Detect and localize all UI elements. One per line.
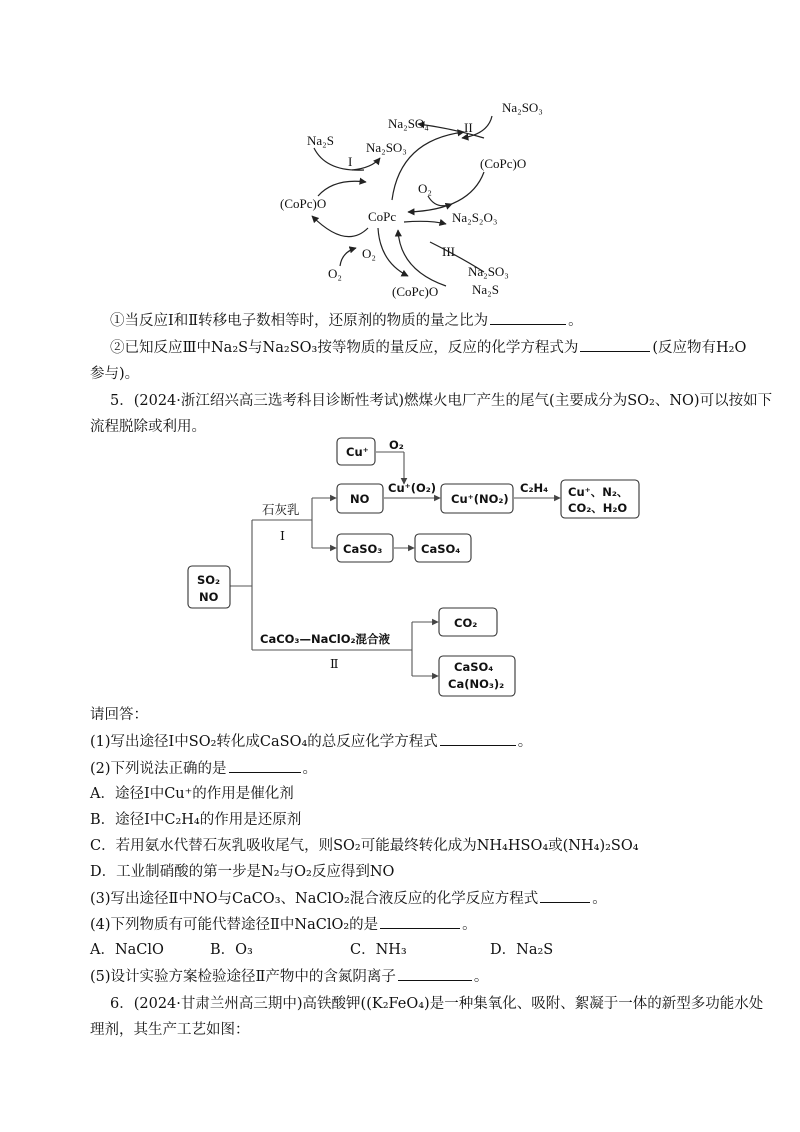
box-no-label: NO [350, 492, 370, 506]
arrow-na2so3-out [352, 158, 380, 170]
flow-mix-liquid-label: CaCO₃—NaClO₂混合液 [260, 632, 391, 646]
q5-part5: (5)设计实验方案检验途径Ⅱ产物中的含氮阴离子 。 [90, 966, 730, 987]
q5-part4-option-d: D．Na₂S [490, 942, 554, 958]
label-copc: CoPc [368, 209, 397, 224]
answer-blank[interactable] [229, 758, 301, 773]
q5-option-b: B．途径Ⅰ中C₂H₄的作用是还原剂 [90, 812, 302, 828]
q5-stem-line2: 流程脱除或利用。 [90, 419, 206, 435]
q5-part1: (1)写出途径Ⅰ中SO₂转化成CaSO₄的总反应化学方程式 。 [90, 731, 730, 752]
q6-stem-line1: 6．(2024·甘肃兰州高三期中)高铁酸钾((K₂FeO₄)是一种集氧化、吸附、絮凝于一体的新型多功能水处 [110, 996, 764, 1012]
label-na2so3-bottom: Na₂SO₃ [468, 264, 509, 279]
label-na2so4: Na₂SO₄ [388, 116, 429, 131]
box-products-line2: CO₂、H₂O [568, 501, 628, 515]
arrow-na2s-in [314, 148, 364, 170]
answer-blank[interactable] [540, 888, 590, 903]
q5-part4-option-b: B．O₃ [210, 942, 253, 958]
label-na2s2o3: Na₂S₂O₃ [452, 210, 498, 225]
flow-o2-label: O₂ [389, 438, 404, 452]
process-flow-chart [180, 436, 660, 700]
label-route-1: I [348, 154, 353, 169]
q4-sub2: ②已知反应Ⅲ中Na₂S与Na₂SO₃按等物质的量反应，反应的化学方程式为 (反应物有H₂O [110, 337, 750, 358]
answer-blank[interactable] [398, 966, 472, 981]
catalytic-cycle-diagram [270, 92, 570, 304]
label-na2s-bottom: Na₂S [472, 282, 499, 297]
box-no-start-label: NO [199, 590, 219, 604]
box-cu-plus-label: Cu⁺ [346, 445, 369, 459]
flow-lime-milk-label: 石灰乳 [262, 502, 300, 517]
box-products-line1: Cu⁺、N₂、 [568, 485, 629, 499]
label-route-3: III [442, 244, 455, 259]
box-caso4-label: CaSO₄ [421, 542, 461, 556]
flow-cu-o2-label: Cu⁺(O₂) [388, 481, 437, 495]
q5-part4: (4)下列物质有可能代替途径Ⅱ中NaClO₂的是 。 [90, 914, 730, 935]
q5-option-a: A．途径Ⅰ中Cu⁺的作用是催化剂 [90, 786, 294, 802]
answer-blank[interactable] [440, 731, 516, 746]
flow-route-1-label: Ⅰ [280, 528, 285, 543]
label-o2-left: O₂ [328, 266, 342, 281]
label-na2so3-top: Na₂SO₃ [502, 100, 543, 115]
arrow-o2-mid [428, 196, 452, 206]
label-copco-right: (CoPc)O [480, 156, 527, 171]
answer-blank[interactable] [380, 914, 460, 929]
flow-route-2-label: Ⅱ [330, 656, 339, 671]
q5-part4-option-c: C．NH₃ [350, 942, 407, 958]
label-route-2: II [464, 120, 473, 135]
box-so2-label: SO₂ [197, 573, 221, 587]
q5-part4-option-a: A．NaClO [90, 942, 164, 958]
q5-option-c: C．若用氨水代替石灰乳吸收尾气，则SO₂可能最终转化成为NH₄HSO₄或(NH₄)₂SO₄ [90, 838, 639, 854]
label-copco-left: (CoPc)O [280, 196, 327, 211]
label-copco-bottom: (CoPc)O [392, 284, 439, 299]
q5-option-d: D．工业制硝酸的第一步是N₂与O₂反应得到NO [90, 864, 395, 880]
q5-answer-prompt: 请回答： [90, 707, 148, 723]
arrow-o2-left [340, 248, 356, 266]
q5-stem-line1: 5．(2024·浙江绍兴高三选考科目诊断性考试)燃煤火电厂产生的尾气(主要成分为SO₂、NO)可以按如下 [110, 393, 773, 409]
answer-blank[interactable] [580, 337, 650, 352]
flow-c2h4-label: C₂H₄ [520, 481, 549, 495]
arrow-na2s2o3-out [404, 221, 446, 224]
answer-blank[interactable] [490, 310, 566, 325]
arrow-copco-bottom-to-copc [398, 230, 446, 286]
q5-part3: (3)写出途径Ⅱ中NO与CaCO₃、NaClO₂混合液反应的化学反应方程式 。 [90, 888, 730, 909]
q5-part2: (2)下列说法正确的是 。 [90, 758, 730, 779]
label-o2-lower-mid: O₂ [362, 246, 376, 261]
box-cu-no2-label: Cu⁺(NO₂) [451, 492, 509, 506]
label-na2so3-left: Na₂SO₃ [366, 140, 407, 155]
q4-sub2-continued: 参与)。 [90, 366, 140, 382]
label-o2-mid: O₂ [418, 181, 432, 196]
arrow-copco-left-to-copc [318, 181, 366, 196]
q6-stem-line2: 理剂，其生产工艺如图： [90, 1022, 250, 1038]
box-caso3-label: CaSO₃ [343, 542, 383, 556]
label-na2s: Na₂S [307, 133, 334, 148]
box-co2-label: CO₂ [454, 616, 478, 630]
q4-sub1: ①当反应Ⅰ和Ⅱ转移电子数相等时，还原剂的物质的量之比为 。 [110, 310, 750, 331]
box-out-caso4-label: CaSO₄ [454, 660, 494, 674]
box-out-cano3-label: Ca(NO₃)₂ [448, 677, 505, 691]
arrow-copc-to-copco-left [312, 216, 368, 237]
